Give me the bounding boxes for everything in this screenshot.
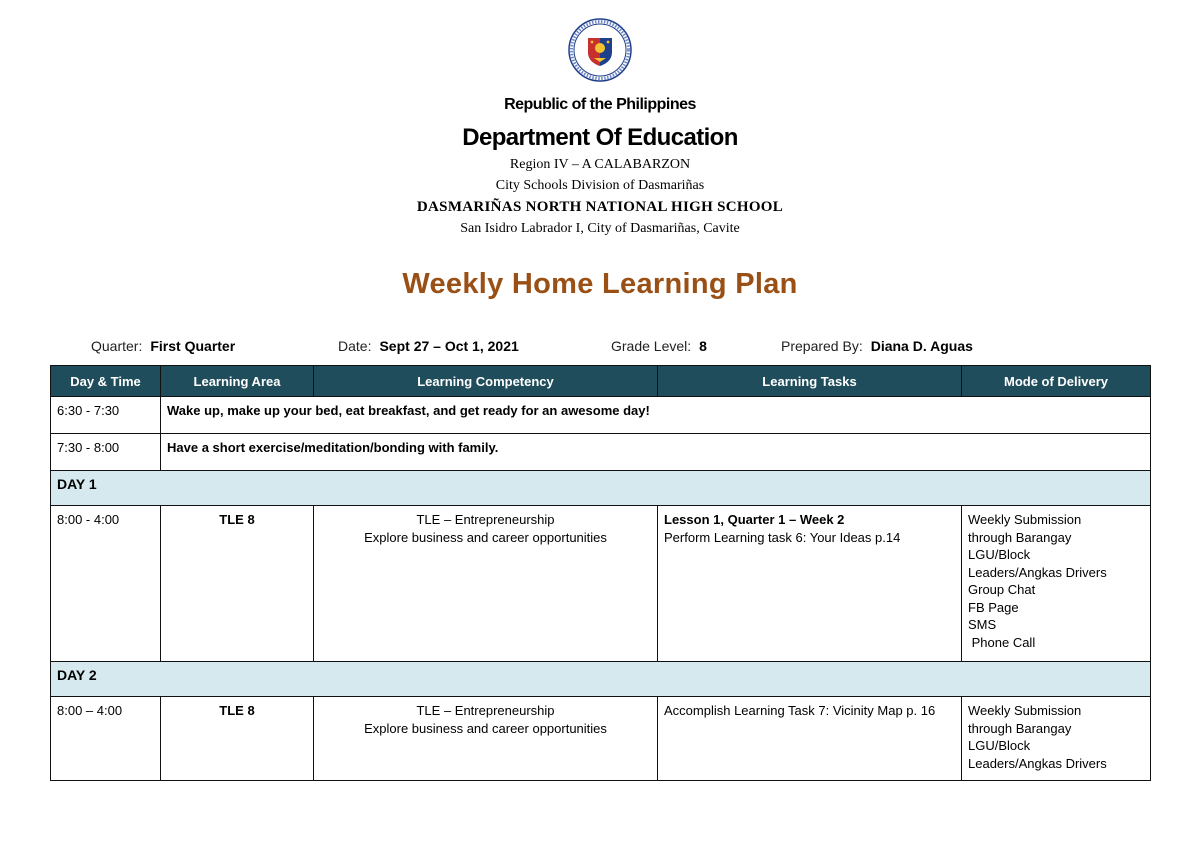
mode-item: Phone Call (968, 634, 1036, 650)
division-line: City Schools Division of Dasmariñas (495, 178, 705, 193)
column-header-mode-of-delivery: Mode of Delivery (962, 366, 1151, 397)
prepared-by-field (781, 338, 973, 354)
column-header-learning-tasks: Learning Tasks (658, 366, 962, 397)
date-field (338, 338, 519, 354)
mode-item: LGU/Block (968, 547, 1031, 562)
day-label: DAY 2 (51, 662, 1151, 697)
table-header-row (51, 366, 1151, 397)
mode-item: Group Chat (968, 582, 1036, 597)
quarter-field (91, 338, 235, 354)
date-value: Sept 27 – Oct 1, 2021 (379, 338, 519, 354)
quarter-label: Quarter: (91, 338, 143, 354)
task-text: Perform Learning task 6: Your Ideas p.14 (664, 529, 901, 545)
mode-item: Weekly Submission (968, 512, 1082, 527)
routine-time: 7:30 - 8:00 (51, 434, 161, 471)
mode-item: FB Page (968, 599, 1019, 615)
learning-plan-table (50, 365, 1151, 781)
routine-time: 6:30 - 7:30 (51, 397, 161, 434)
mode-item: Weekly Submission (968, 703, 1082, 718)
learning-tasks-cell (658, 697, 962, 781)
day-header-row (51, 471, 1151, 506)
table-row (51, 506, 1151, 662)
day-label: DAY 1 (51, 471, 1151, 506)
column-header-day-time: Day & Time (51, 366, 161, 397)
grade-label: Grade Level: (611, 338, 692, 354)
table-row (51, 697, 1151, 781)
routine-activity: Have a short exercise/meditation/bonding with family. (161, 434, 1151, 471)
quarter-value: First Quarter (150, 338, 236, 354)
mode-item: through Barangay (968, 720, 1072, 736)
region-line: Region IV – A CALABARZON (509, 157, 691, 172)
mode-item: Leaders/Angkas Drivers (968, 755, 1107, 771)
prepared-value: Diana D. Aguas (870, 338, 973, 354)
learning-competency-cell (314, 506, 658, 662)
task-title: Lesson 1, Quarter 1 – Week 2 (664, 512, 845, 527)
grade-field (611, 338, 707, 354)
mode-item: LGU/Block (968, 738, 1031, 753)
mode-item: SMS (968, 617, 997, 632)
republic-line: Republic of the Philippines (504, 96, 696, 113)
department-title: Department Of Education (462, 124, 738, 151)
column-header-learning-area: Learning Area (161, 366, 314, 397)
day-header-row (51, 662, 1151, 697)
date-label: Date: (338, 338, 372, 354)
competency-description: Explore business and career opportunities (364, 529, 607, 545)
mode-of-delivery-cell (962, 506, 1151, 662)
learning-tasks-cell (658, 506, 962, 662)
deped-seal-icon (568, 18, 632, 82)
mode-of-delivery-cell (962, 697, 1151, 781)
mode-item: through Barangay (968, 529, 1072, 545)
plan-title: Weekly Home Learning Plan (402, 268, 798, 300)
day-time-cell: 8:00 - 4:00 (51, 506, 161, 662)
mode-item: Leaders/Angkas Drivers (968, 564, 1107, 580)
routine-activity: Wake up, make up your bed, eat breakfast, and get ready for an awesome day! (161, 397, 1151, 434)
table-row (51, 434, 1151, 471)
learning-area-cell: TLE 8 (161, 697, 314, 781)
competency-subject: TLE – Entrepreneurship (416, 512, 555, 527)
competency-description: Explore business and career opportunities (364, 720, 607, 736)
school-name: DASMARIÑAS NORTH NATIONAL HIGH SCHOOL (416, 199, 784, 215)
grade-value: 8 (699, 338, 707, 354)
day-time-cell: 8:00 – 4:00 (51, 697, 161, 781)
column-header-learning-competency: Learning Competency (314, 366, 658, 397)
table-row (51, 397, 1151, 434)
task-text: Accomplish Learning Task 7: Vicinity Map p. 16 (664, 703, 936, 718)
learning-competency-cell (314, 697, 658, 781)
learning-area-cell: TLE 8 (161, 506, 314, 662)
school-address: San Isidro Labrador I, City of Dasmariñas, Cavite (460, 221, 740, 236)
prepared-label: Prepared By: (781, 338, 863, 354)
competency-subject: TLE – Entrepreneurship (416, 703, 555, 718)
